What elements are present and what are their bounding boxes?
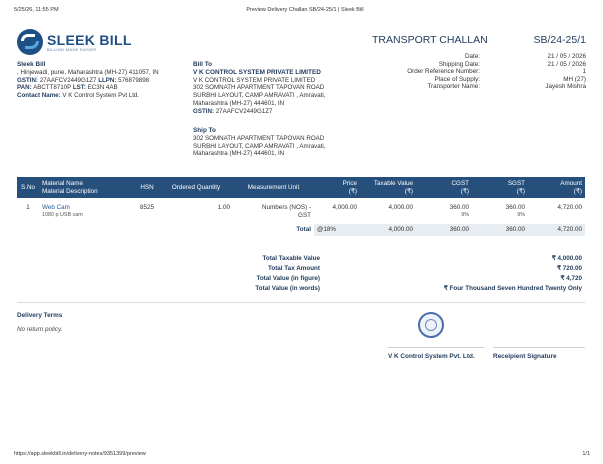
summary-label-words: Total Value (in words) (255, 285, 320, 292)
col-sgst-unit: (₹) (516, 187, 525, 195)
col-taxable-unit: (₹) (404, 187, 413, 195)
logo-mark-icon (17, 29, 43, 55)
seller-gstin-label: GSTIN: (17, 76, 38, 84)
col-taxable-label: Taxable Value (373, 180, 413, 187)
col-sgst (472, 177, 528, 198)
seller-lst-label: LST: (72, 84, 86, 92)
col-material (39, 177, 135, 198)
row-sgst-amount: 360.00 (505, 204, 525, 211)
meta-labels (360, 53, 480, 91)
col-price-unit: (₹) (348, 187, 357, 195)
seller-contact-label: Contact Name: (17, 92, 61, 100)
logo-name: SLEEK BILL (47, 31, 132, 48)
divider (17, 302, 585, 303)
row-sgst-rate: 9% (517, 211, 525, 218)
row-material-name[interactable]: Web Cam (42, 204, 70, 211)
row-unit-suffix: GST (298, 211, 311, 219)
row-material (39, 198, 135, 224)
col-qty: Ordered Quantity (171, 183, 221, 191)
table-header-row (17, 177, 585, 198)
row-taxable: 4,000.00 (388, 204, 413, 211)
row-sgst (472, 198, 528, 224)
seller-lst: EC3N 4AB (87, 84, 118, 92)
total-rate: @18% (314, 224, 360, 236)
col-cgst-unit: (₹) (460, 187, 469, 195)
bill-to-heading: Bill To (193, 61, 213, 68)
meta-values (480, 53, 586, 91)
recipient-signature-line (493, 347, 585, 348)
seller-pan: ABCTT8710P (33, 84, 72, 92)
bill-to-line: Maharashtra (MH-27) 444601, IN (193, 99, 285, 107)
row-cgst-rate: 9% (461, 211, 469, 218)
col-price-label: Price (342, 180, 357, 187)
meta-value-transporter: Jayesh Mishra (545, 83, 586, 91)
seller-contact-line (17, 92, 189, 100)
bill-to-line: V K CONTROL SYSTEM PRIVATE LIMITED (193, 76, 316, 84)
row-material-description: 1080 p USB cam (42, 211, 83, 218)
bill-to-gstin-line (193, 108, 358, 116)
bill-to-line: 302 SOMNATH APARTMENT TAPOVAN ROAD (193, 84, 325, 92)
summary-label-figure: Total Value (in figure) (256, 275, 320, 282)
ship-to-heading: Ship To (193, 127, 216, 134)
ship-to-line: 302 SOMNATH APARTMENT TAPOVAN ROAD (193, 134, 325, 142)
col-cgst (416, 177, 472, 198)
meta-value-date: 21 / 05 / 2026 (547, 53, 586, 60)
meta-value-place: MH (27) (563, 75, 586, 83)
bill-to-gstin-label: GSTIN: (193, 107, 214, 115)
total-taxable: 4,000.00 (360, 224, 416, 236)
seller-name: Sleek Bill (17, 61, 46, 68)
col-material-name: Material Name (42, 180, 83, 187)
col-cgst-label: CGST (451, 180, 469, 187)
row-cgst-amount: 360.00 (449, 204, 469, 211)
row-hsn: 8525 (139, 204, 154, 211)
row-price: 4,000.00 (332, 204, 357, 211)
row-amount: 4,720.00 (557, 204, 582, 211)
bill-to-line: SURBHI LAYOUT, CAMP AMRAVATI , Amravati, (193, 92, 326, 100)
seller-gstin-line (17, 77, 189, 85)
document-number: SB/24-25/1 (533, 34, 586, 46)
col-amount-unit: (₹) (573, 187, 582, 195)
print-page-title: Preview Delivery Challan SB/24-25/1 | Sleek Bill (246, 7, 364, 13)
col-amount-label: Amount (560, 180, 582, 187)
meta-label-order-ref: Order Reference Number: (407, 68, 480, 76)
summary-value-words: ₹ Four Thousand Seven Hundred Twenty Only (443, 285, 582, 292)
row-sno: 1 (26, 204, 30, 211)
items-table (17, 177, 585, 236)
col-hsn: HSN (140, 183, 154, 191)
sleek-bill-logo (17, 29, 132, 55)
seller-pan-label: PAN: (17, 84, 32, 92)
meta-label-place: Place of Supply: (434, 75, 480, 83)
summary-value-tax: ₹ 720.00 (556, 265, 582, 272)
total-cgst: 360.00 (416, 224, 472, 236)
summary-label-tax: Total Tax Amount (267, 265, 320, 272)
meta-value-shipping-date: 21 / 05 / 2026 (547, 60, 586, 68)
logo-tagline: BILLING MADE EASIER (47, 46, 97, 52)
print-url: https://app.sleekbill.in/delivery-notes/9351399/preview (14, 451, 146, 457)
company-signature-label: V K Control System Pvt. Ltd. (388, 353, 475, 360)
print-page-count: 1/1 (582, 451, 590, 457)
col-material-desc: Material Description (42, 187, 98, 195)
col-price (314, 177, 360, 198)
bill-to-name: V K CONTROL SYSTEM PRIVATE LIMITED (193, 68, 321, 76)
company-signature-line (388, 347, 484, 348)
col-unit: Measurement Unit (247, 183, 300, 191)
col-sno: S.No (21, 183, 35, 191)
ship-to-line: Maharashtra (MH-27) 444601, IN (193, 150, 285, 158)
meta-label-shipping-date: Shipping Date: (438, 60, 480, 68)
recipient-signature-label: Receipient Signature (493, 353, 557, 360)
seller-contact: V K Control System Pvt Ltd. (62, 92, 140, 100)
total-amount: 4,720.00 (528, 224, 585, 236)
col-amount (528, 177, 585, 198)
delivery-terms-heading: Delivery Terms (17, 312, 63, 319)
table-total-row (17, 224, 585, 236)
seller-llpn-label: LLPN: (98, 76, 117, 84)
summary-value-taxable: ₹ 4,000.00 (551, 255, 582, 262)
row-unit (233, 198, 314, 224)
row-unit-name: Numbers (NOS) - (262, 204, 311, 211)
meta-label-date: Date: (464, 53, 480, 60)
document-title: TRANSPORT CHALLAN (372, 34, 488, 46)
ship-to-line: SURBHI LAYOUT, CAMP AMRAVATI , Amravati, (193, 142, 326, 150)
table-row (17, 198, 585, 224)
row-cgst (416, 198, 472, 224)
summary-label-taxable: Total Taxable Value (262, 255, 320, 262)
print-datetime: 5/25/26, 11:55 PM (14, 7, 59, 13)
ship-to-block (193, 127, 358, 158)
total-sgst: 360.00 (472, 224, 528, 236)
col-taxable (360, 177, 416, 198)
seller-gstin: 27AAFCV2449G1Z7 (39, 76, 97, 84)
seller-block (17, 61, 189, 100)
col-sgst-label: SGST (507, 180, 525, 187)
meta-value-order-ref: 1 (582, 68, 586, 76)
row-qty: 1.00 (217, 204, 230, 211)
delivery-terms-text: No return policy. (17, 326, 63, 333)
total-label: Total (233, 224, 314, 236)
seller-pan-line (17, 84, 189, 92)
summary-value-figure: ₹ 4,720 (560, 275, 582, 282)
seller-address: , Hinjewadi, pune, Maharashtra (MH-27) 411057, IN (17, 68, 159, 76)
meta-label-transporter: Transporter Name: (427, 83, 480, 91)
bill-to-gstin: 27AAFCV2449G1Z7 (215, 107, 273, 115)
seller-llpn: 576879898 (118, 76, 150, 84)
company-stamp-icon (418, 312, 444, 338)
bill-to-block (193, 61, 358, 116)
